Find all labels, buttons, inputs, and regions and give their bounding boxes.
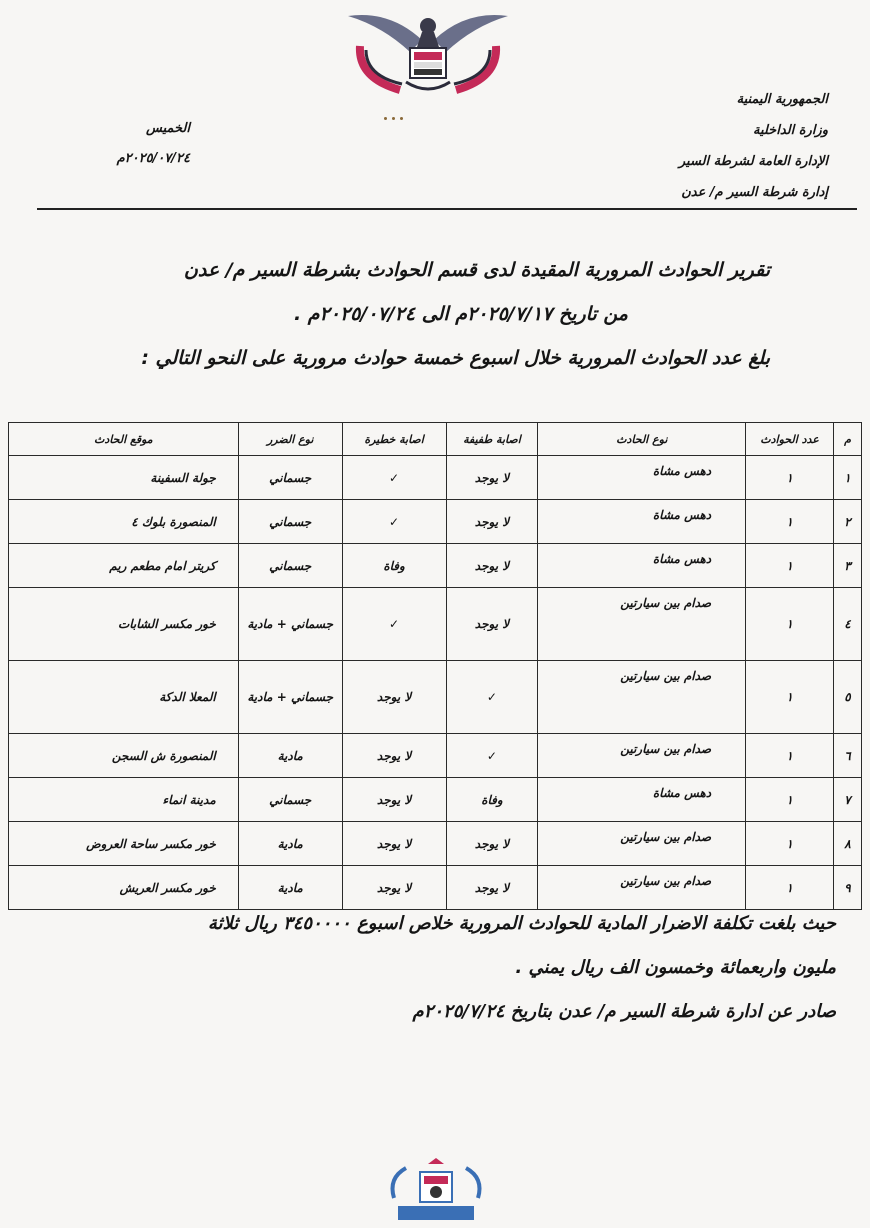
cell-num: ٧ (834, 778, 862, 822)
cell-severe-injury: ✓ (342, 588, 446, 661)
accidents-table (8, 422, 862, 910)
cell-minor-injury: ✓ (446, 734, 538, 778)
table-header-row (9, 423, 862, 456)
cell-damage-type: جسماني + مادية (238, 661, 342, 734)
cell-num: ٣ (834, 544, 862, 588)
eagle-emblem-icon (330, 6, 526, 102)
footer-line-2: مليون واربعمائة وخمسون الف ريال يمني . (515, 957, 836, 978)
col-header-num: م (834, 423, 862, 456)
cell-severe-injury: لا يوجد (342, 778, 446, 822)
cell-location: المعلا الدكة (9, 661, 239, 734)
header-line-department: إدارة شرطة السير م/ عدن (681, 185, 828, 200)
cell-type: دهس مشاة (538, 500, 746, 544)
col-header-damage-type: نوع الضرر (238, 423, 342, 456)
cell-type: دهس مشاة (538, 778, 746, 822)
table-row (9, 588, 862, 661)
cell-count: ١ (746, 588, 834, 661)
cell-minor-injury: لا يوجد (446, 588, 538, 661)
cell-location: خور مكسر الشابات (9, 588, 239, 661)
col-header-location: موقع الحادث (9, 423, 239, 456)
cell-damage-type: مادية (238, 734, 342, 778)
cell-count: ١ (746, 866, 834, 910)
table-row (9, 661, 862, 734)
report-footer (16, 902, 836, 1034)
cell-num: ٢ (834, 500, 862, 544)
title-line-3: بلغ عدد الحوادث المرورية خلال اسبوع خمسة حوادث مرورية على النحو التالي : (141, 347, 770, 369)
cell-minor-injury: لا يوجد (446, 456, 538, 500)
cell-num: ٩ (834, 866, 862, 910)
cell-damage-type: مادية (238, 866, 342, 910)
report-title (70, 248, 770, 380)
cell-type: دهس مشاة (538, 456, 746, 500)
header-day: الخميس (146, 121, 190, 136)
cell-severe-injury: لا يوجد (342, 866, 446, 910)
title-line-1: تقرير الحوادث المرورية المقيدة لدى قسم الحوادث بشرطة السير م/ عدن (183, 259, 770, 281)
cell-count: ١ (746, 661, 834, 734)
title-line-2: من تاريخ ٢٠٢٥/٧/١٧م الى ٢٠٢٥/٠٧/٢٤م . (293, 303, 628, 325)
cell-num: ٨ (834, 822, 862, 866)
cell-minor-injury: لا يوجد (446, 500, 538, 544)
cell-count: ١ (746, 500, 834, 544)
cell-type: صدام بين سيارتين (538, 588, 746, 661)
date-block (60, 114, 190, 174)
table-row (9, 456, 862, 500)
cell-severe-injury: ✓ (342, 456, 446, 500)
cell-type: صدام بين سيارتين (538, 866, 746, 910)
cell-severe-injury: لا يوجد (342, 734, 446, 778)
col-header-minor-injury: اصابة طفيفة (446, 423, 538, 456)
issuer-block (508, 84, 828, 208)
cell-severe-injury: لا يوجد (342, 661, 446, 734)
cell-minor-injury: لا يوجد (446, 822, 538, 866)
table-row (9, 544, 862, 588)
header-divider (37, 208, 857, 210)
cell-count: ١ (746, 456, 834, 500)
cell-minor-injury: ✓ (446, 661, 538, 734)
cell-location: كريتر امام مطعم ريم (9, 544, 239, 588)
cell-damage-type: مادية (238, 822, 342, 866)
cell-minor-injury: وفاة (446, 778, 538, 822)
cell-location: المنصورة ش السجن (9, 734, 239, 778)
cell-count: ١ (746, 734, 834, 778)
col-header-type: نوع الحادث (538, 423, 746, 456)
cell-location: جولة السفينة (9, 456, 239, 500)
cell-minor-injury: لا يوجد (446, 544, 538, 588)
police-seal-icon (384, 1158, 488, 1224)
cell-num: ١ (834, 456, 862, 500)
cell-location: خور مكسر العريش (9, 866, 239, 910)
cell-minor-injury: لا يوجد (446, 866, 538, 910)
cell-count: ١ (746, 544, 834, 588)
cell-num: ٤ (834, 588, 862, 661)
cell-type: صدام بين سيارتين (538, 822, 746, 866)
header-line-republic: الجمهورية اليمنية (736, 92, 828, 107)
cell-damage-type: جسماني (238, 456, 342, 500)
cell-num: ٦ (834, 734, 862, 778)
table-row (9, 778, 862, 822)
cell-damage-type: جسماني (238, 778, 342, 822)
cell-num: ٥ (834, 661, 862, 734)
cell-type: دهس مشاة (538, 544, 746, 588)
header-line-ministry: وزارة الداخلية (752, 123, 828, 138)
cell-count: ١ (746, 778, 834, 822)
header-line-directorate: الإدارة العامة لشرطة السير (678, 154, 828, 169)
cell-type: صدام بين سيارتين (538, 734, 746, 778)
footer-line-1: حيث بلغت تكلفة الاضرار المادية للحوادث المرورية خلاص اسبوع ٣٤٥٠٠٠٠ ريال ثلاثة (207, 913, 836, 934)
footer-line-3: صادر عن ادارة شرطة السير م/ عدن بتاريخ ٢٠٢٥/٧/٢٤م (412, 1001, 836, 1022)
col-header-count: عدد الحوادث (746, 423, 834, 456)
cell-location: خور مكسر ساحة العروض (9, 822, 239, 866)
cell-severe-injury: وفاة (342, 544, 446, 588)
cell-type: صدام بين سيارتين (538, 661, 746, 734)
cell-damage-type: جسماني (238, 500, 342, 544)
table-row (9, 500, 862, 544)
cell-location: مدينة انماء (9, 778, 239, 822)
cell-damage-type: جسماني (238, 544, 342, 588)
cell-severe-injury: لا يوجد (342, 822, 446, 866)
cell-count: ١ (746, 822, 834, 866)
col-header-severe-injury: اصابة خطيرة (342, 423, 446, 456)
table-row (9, 822, 862, 866)
cell-severe-injury: ✓ (342, 500, 446, 544)
cell-damage-type: جسماني + مادية (238, 588, 342, 661)
table-row (9, 734, 862, 778)
cell-location: المنصورة بلوك ٤ (9, 500, 239, 544)
header-date: ٢٠٢٥/٠٧/٢٤م (116, 151, 190, 166)
